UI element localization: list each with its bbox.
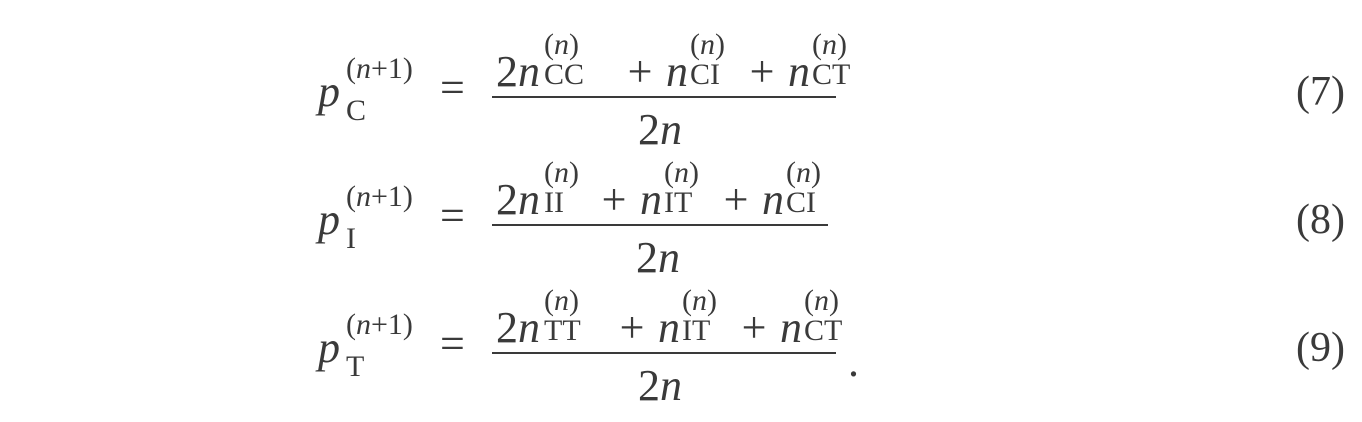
lhs-superscript: (n+1) — [346, 52, 413, 85]
numerator — [496, 148, 832, 224]
denominator: 2n — [638, 361, 682, 410]
equation-number: (9) — [1296, 325, 1345, 371]
equals-sign: = — [440, 63, 465, 112]
equation-7 — [0, 10, 1362, 154]
equation-8 — [0, 138, 1362, 282]
plus-sign: + — [723, 175, 749, 224]
lhs-superscript: (n+1) — [346, 308, 413, 341]
equation-number: (7) — [1296, 69, 1345, 115]
lhs — [318, 52, 448, 136]
numerator-term: n (n) CT — [788, 28, 851, 96]
equation-9 — [0, 266, 1362, 410]
numerator-term: 2n (n) II — [496, 156, 579, 224]
lhs-subscript: T — [346, 350, 365, 383]
fraction — [492, 138, 838, 282]
numerator-term: n (n) CT — [780, 284, 843, 352]
lhs-subscript: C — [346, 94, 367, 127]
numerator-term: n (n) IT — [658, 284, 717, 352]
lhs — [318, 308, 448, 392]
plus-sign: + — [749, 47, 775, 96]
fraction-bar — [492, 224, 828, 226]
lhs — [318, 180, 448, 264]
numerator-term: 2n (n) CC — [496, 28, 585, 96]
numerator — [496, 276, 856, 352]
denominator: 2n — [636, 233, 680, 282]
fraction-bar — [492, 352, 836, 354]
plus-sign: + — [741, 303, 767, 352]
plus-sign: + — [601, 175, 627, 224]
plus-sign: + — [619, 303, 645, 352]
equation-number: (8) — [1296, 197, 1345, 243]
numerator-term: n (n) CI — [762, 156, 821, 224]
trailing-period: . — [848, 337, 859, 386]
denominator: 2n — [638, 105, 682, 154]
fraction — [492, 10, 851, 154]
lhs-superscript: (n+1) — [346, 180, 413, 213]
fraction-bar — [492, 96, 836, 98]
equals-sign: = — [440, 191, 465, 240]
numerator-term: n (n) IT — [640, 156, 699, 224]
numerator — [496, 20, 864, 96]
lhs-subscript: I — [346, 222, 356, 255]
equals-sign: = — [440, 319, 465, 368]
lhs-variable: p — [318, 323, 340, 372]
lhs-variable: p — [318, 195, 340, 244]
lhs-variable: p — [318, 67, 340, 116]
numerator-term: n (n) CI — [666, 28, 725, 96]
numerator-term: 2n (n) TT — [496, 284, 581, 352]
plus-sign: + — [627, 47, 653, 96]
fraction — [492, 266, 843, 410]
